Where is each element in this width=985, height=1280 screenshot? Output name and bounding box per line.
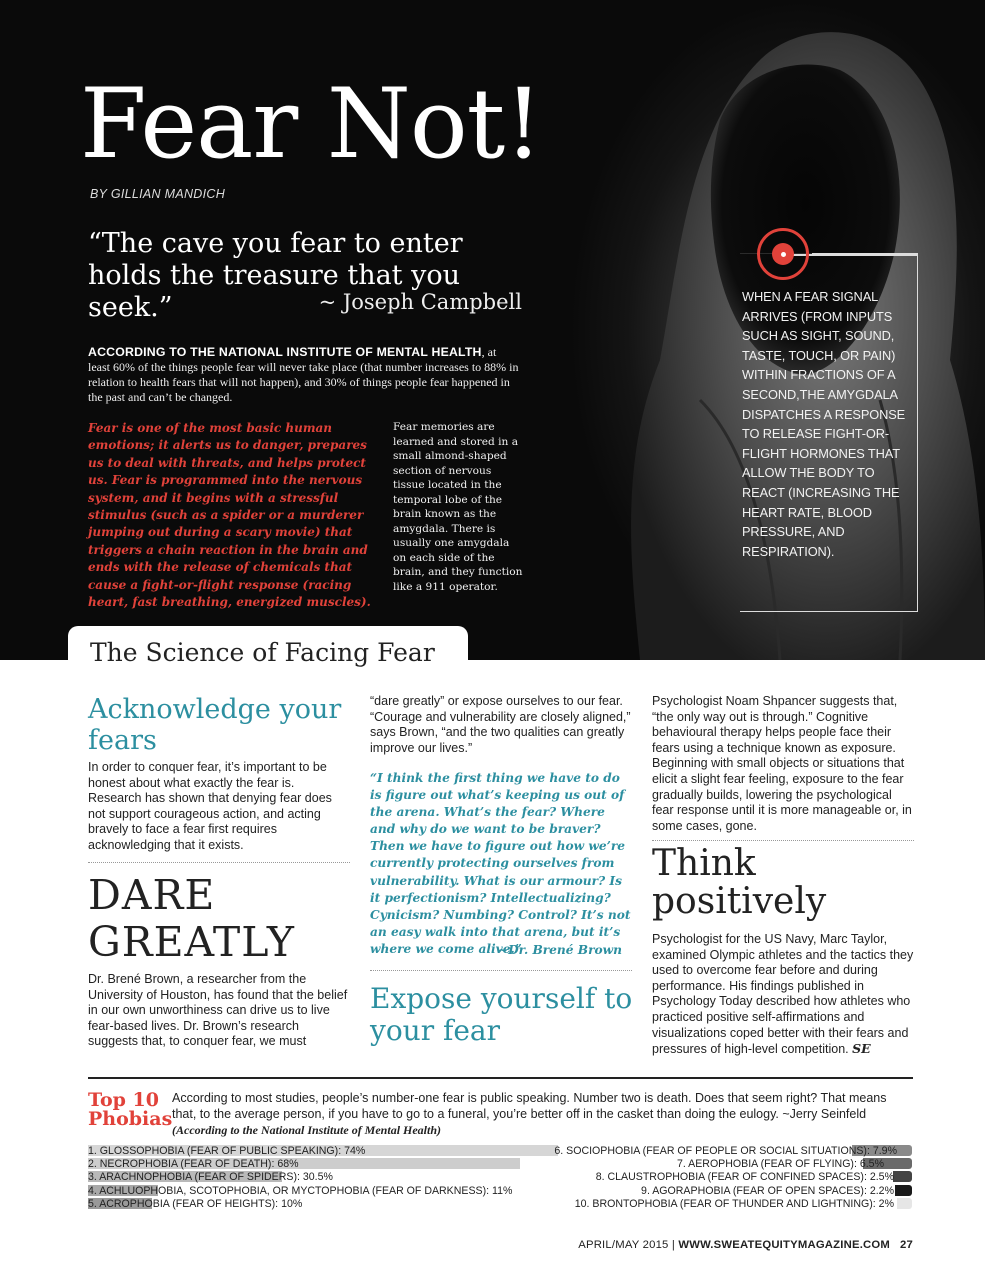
page-footer [568,1239,913,1251]
heading-acknowledge: Acknowledge your fears [88,694,342,756]
top10-label: Top 10 Phobias [88,1089,173,1130]
exposure-text: Psychologist Noam Shpancer suggests that, “the only way out is through.” Cognitive behavioural therapy helps people face their fears using a technique known as exposure. Beginning with small objects or situations that elicit a slight fear feeling, exposure to the fear gradually builds, lowering the psychological fear response until it is more manageable or, in some cases, gone. [652,694,912,833]
pull-quote: “The cave you fear to enter holds the treasure that you seek.” [88,228,463,323]
end-mark: SE [852,1041,871,1057]
section-rule [88,1077,913,1079]
top10-intro [172,1090,914,1138]
seinfeld-quote: According to most studies, people’s number-one fear is public speaking. Number two is death. Does that seem right? That means that, to the average person, if you have to go to a funeral, you’re better off in the casket than doing the eulogy. ~Jerry Seinfeld [172,1091,887,1121]
phobia-label: 5. ACROPHOBIA (FEAR OF HEIGHTS): 10% [88,1198,303,1210]
intro-rest: , at least 60% of the things people fear will never take place (that number increases to 88% in relation to health fears that will not happen), and 30% of things people fear happened in the past and can’t be changed. [88,345,519,404]
brown-quote-author: ~Dr. Brené Brown [497,943,622,957]
phobia-label: 8. CLAUSTROPHOBIA (FEAR OF CONFINED SPACES): 2.5% [595,1171,894,1183]
phobia-label: 3. ARACHNOPHOBIA (FEAR OF SPIDERS): 30.5% [88,1171,333,1183]
footer-issue: APRIL/MAY 2015 | [578,1239,679,1251]
intro-paragraph [88,345,520,405]
intro-lead: ACCORDING TO THE NATIONAL INSTITUTE OF MENTAL HEALTH [88,345,482,359]
phobias-source: (According to the National Institute of Mental Health) [172,1123,442,1137]
pull-quote-author: ~ Joseph Campbell [318,290,522,314]
article-title: Fear Not! [80,68,542,180]
think-text [652,932,914,1058]
phobia-label: 10. BRONTOPHOBIA (FEAR OF THUNDER AND LIGHTNING): 2% [574,1198,894,1210]
dare-text: Dr. Brené Brown, a researcher from the University of Houston, has found that the belief in our own unworthiness can drive us to live fear-based lives. Dr. Brown’s research suggests that, to conquer fear, we must [88,972,348,1049]
page-number: 27 [900,1239,913,1251]
dare-continued-text: “dare greatly” or expose ourselves to our fear. “Courage and vulnerability are closely aligned,” says Brown, “and the two qualities can greatly improve our lives.” [370,694,631,755]
phobia-label: 2. NECROPHOBIA (FEAR OF DEATH): 68% [88,1158,299,1170]
section-title: The Science of Facing Fear [90,638,435,667]
divider [370,970,632,971]
phobia-bar [895,1185,912,1196]
fear-definition: Fear is one of the most basic human emotions; it alerts us to danger, prepares us to deal with threats, and helps protect us. Fear is programmed into the nervous system, and it begins with a stressful stimulus (such as a spider or a murderer jumping out during a scary movie) that triggers a chain reaction in the brain and ends with the release of chemicals that cause a fight-or-flight response (racing heart, fast breathing, energized muscles). [88,421,371,610]
phobia-label: 4. ACHLUOPHOBIA, SCOTOPHOBIA, OR MYCTOPHOBIA (FEAR OF DARKNESS): 11% [88,1185,513,1197]
think-text-body: Psychologist for the US Navy, Marc Taylor, examined Olympic athletes and the tactics they used to overcome fear before and during performance. His findings published in Psychology Today described how athletes who practiced positive self-affirmations and visualizations coped better with their fears and pressures of high-level competition. [652,932,914,1057]
footer-site: WWW.SWEATEQUITYMAGAZINE.COM [678,1239,890,1251]
divider [88,862,350,863]
phobia-label: 6. SOCIOPHOBIA (FEAR OF PEOPLE OR SOCIAL SITUATIONS): 7.9% [554,1145,897,1157]
byline: BY GILLIAN MANDICH [90,187,226,201]
phobia-label: 7. AEROPHOBIA (FEAR OF FLYING): 6.5% [676,1158,884,1170]
phobia-label: 9. AGORAPHOBIA (FEAR OF OPEN SPACES): 2.2% [641,1185,894,1197]
target-center-dot [781,252,786,257]
phobia-bar [897,1198,912,1209]
divider [652,840,914,841]
heading-expose: Expose yourself to your fear [370,982,633,1047]
phobia-bar [893,1171,912,1182]
amygdala-callout: WHEN A FEAR SIGNAL ARRIVES (FROM INPUTS SUCH AS SIGHT, SOUND, TASTE, TOUCH, OR PAIN) WITHIN FRACTIONS OF A SECOND,THE AMYGDALA DISPATCHES A RESPONSE TO RELEASE FIGHT-OR-FLIGHT HORMONES THAT ALLOW THE BODY TO REACT (INCREASING THE HEART RATE, BLOOD PRESSURE, AND RESPIRATION). [742,289,906,559]
brown-quote: “I think the first thing we have to do is figure out what’s keeping us out of the arena. What’s the fear? Where and why do we want to be braver? Then we have to figure out how we’re currently protecting ourselves from vulnerability. What is our armour? Is it perfectionism? Intellectualizing? Cynicism? Numbing? Control? It’s not an easy walk into that arena, but it’s where we come alive.” [370,771,631,956]
fear-memory-text: Fear memories are learned and stored in a small almond-shaped section of nervous tissue located in the temporal lobe of the brain known as the amygdala. There is usually one amygdala on each side of the brain, and they function like a 911 operator. [393,421,523,593]
heading-dare-greatly: DARE GREATLY [88,871,295,966]
acknowledge-text: In order to conquer fear, it’s important to be honest about what exactly the fear is. Research has shown that denying fear does not support courageous action, and acting bravely to face a fear first requires acknowledging that it exists. [88,760,332,852]
heading-think-positively: Think positively [652,843,827,922]
phobia-label: 1. GLOSSOPHOBIA (FEAR OF PUBLIC SPEAKING): 74% [88,1145,366,1157]
